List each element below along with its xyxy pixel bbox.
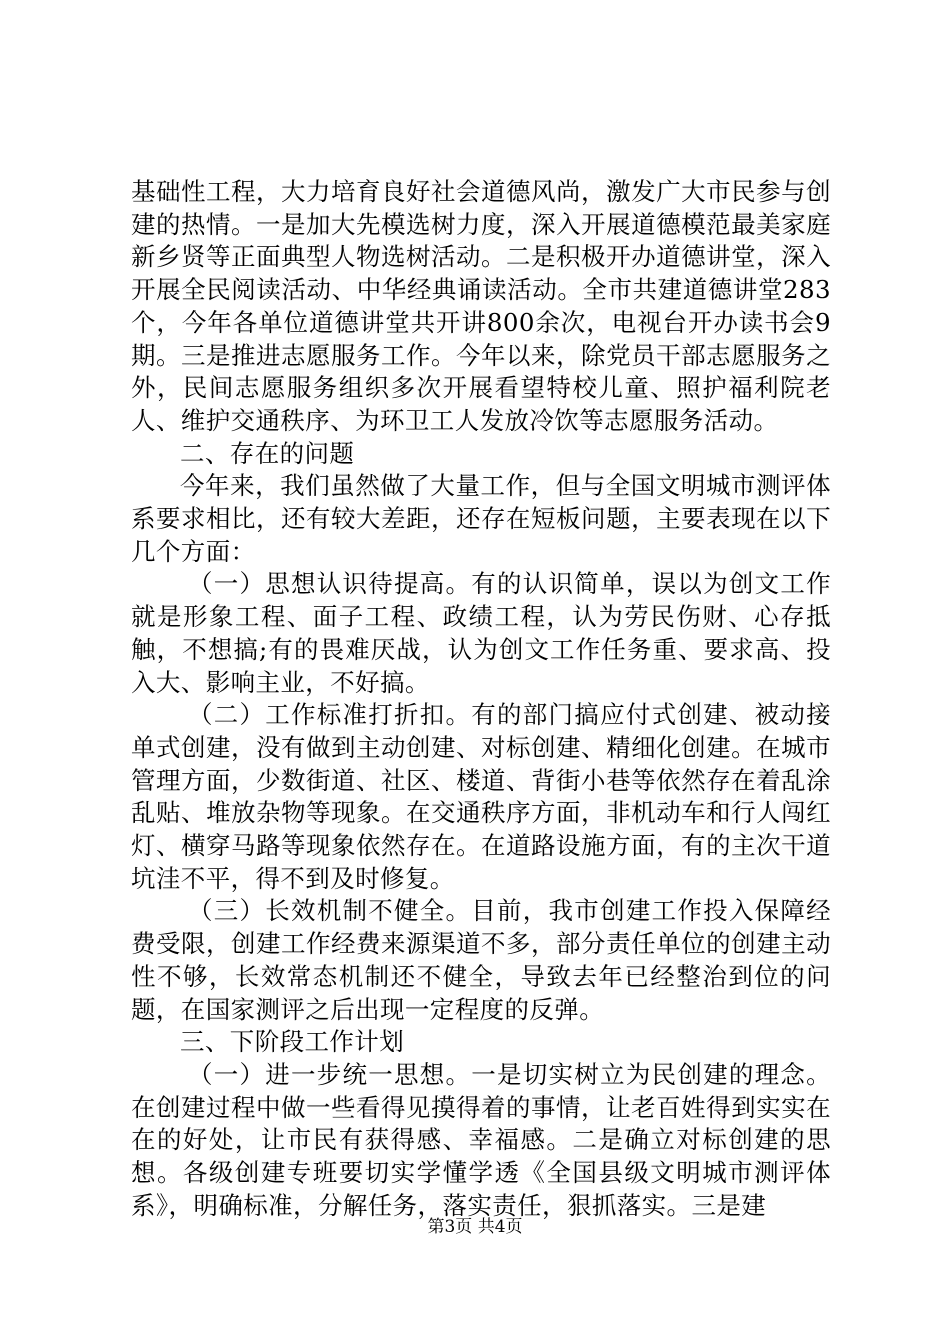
paragraph-problem-1: （一）思想认识待提高。有的认识简单，误以为创文工作就是形象工程、面子工程、政绩工程，认为劳民伤财、心存抵触，不想搞;有的畏难厌战，认为创文工作任务重、要求高、投入大、影响主业，不好搞。 [131,569,831,697]
paragraph-plan-1: （一）进一步统一思想。一是切实树立为民创建的理念。在创建过程中做一些看得见摸得着的事情，让老百姓得到实实在在的好处，让市民有获得感、幸福感。二是确立对标创建的思想。各级创建专班要切实学懂学透《全国县级文明城市测评体系》，明确标准，分解任务，落实责任，狠抓落实。三是建 [131,1059,831,1220]
paragraph-problems-intro: 今年来，我们虽然做了大量工作，但与全国文明城市测评体系要求相比，还有较大差距，还存在短板问题，主要表现在以下几个方面： [131,471,831,566]
paragraph-problem-3: （三）长效机制不健全。目前，我市创建工作投入保障经费受限，创建工作经费来源渠道不多，部分责任单位的创建主动性不够，长效常态机制还不健全，导致去年已经整治到位的问题，在国家测评之后出现一定程度的反弹。 [131,896,831,1024]
section-heading-next-plan: 三、下阶段工作计划 [180,1027,405,1057]
paragraph-moral-construction: 基础性工程，大力培育良好社会道德风尚，激发广大市民参与创建的热情。一是加大先模选树力度，深入开展道德模范最美家庭新乡贤等正面典型人物选树活动。二是积极开办道德讲堂，深入开展全民阅读活动、中华经典诵读活动。全市共建道德讲堂283个，今年各单位道德讲堂共开讲800余次，电视台开办读书会9期。三是推进志愿服务工作。今年以来，除党员干部志愿服务之外，民间志愿服务组织多次开展看望特校儿童、照护福利院老人、维护交通秩序、为环卫工人发放冷饮等志愿服务活动。 [131,177,831,435]
paragraph-problem-2: （二）工作标准打折扣。有的部门搞应付式创建、被动接单式创建，没有做到主动创建、对标创建、精细化创建。在城市管理方面，少数街道、社区、楼道、背街小巷等依然存在着乱涂乱贴、堆放杂物等现象。在交通秩序方面，非机动车和行人闯红灯、横穿马路等现象依然存在。在道路设施方面，有的主次干道坑洼不平，得不到及时修复。 [131,700,831,893]
page-number-footer: 第3页 共4页 [427,1217,523,1237]
document-body [131,176,831,1223]
section-heading-problems: 二、存在的问题 [180,438,355,468]
